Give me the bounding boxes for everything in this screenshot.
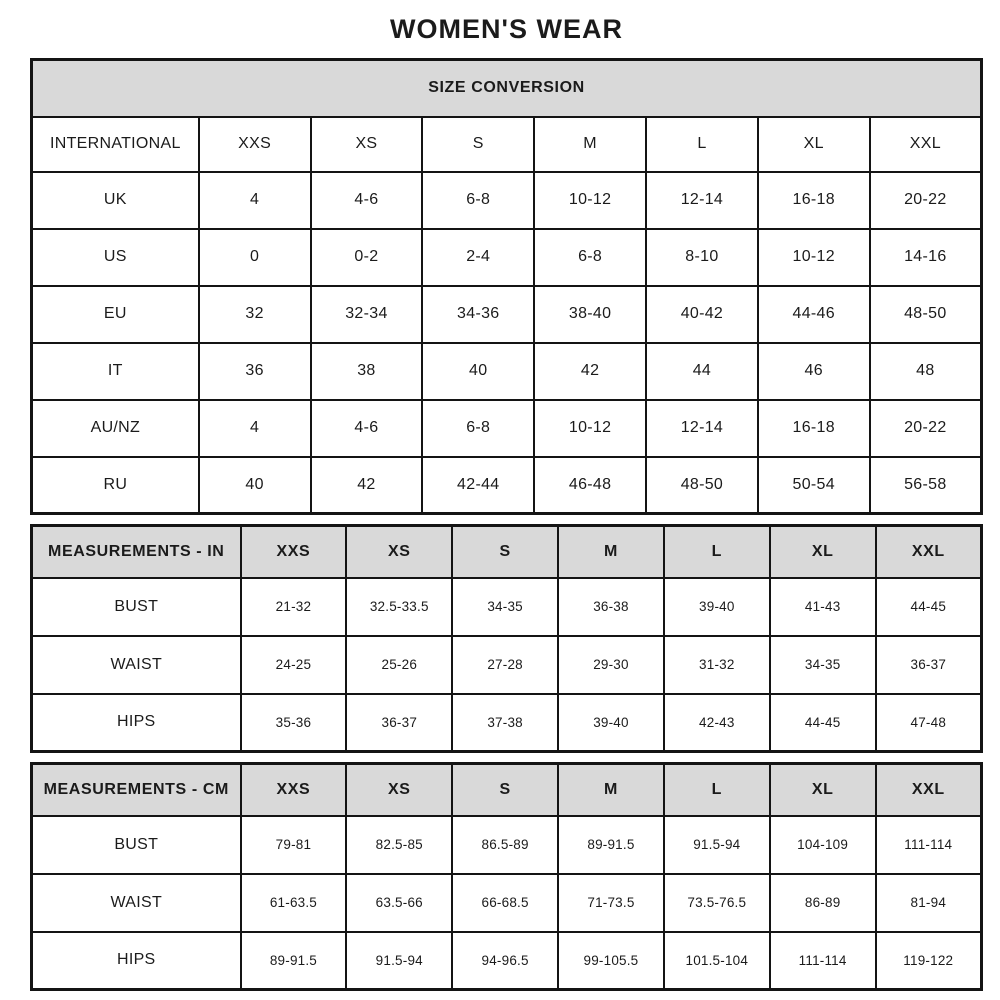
- cell-value: 82.5-85: [346, 816, 452, 874]
- cell-value: 119-122: [876, 932, 982, 990]
- cell-value: 48-50: [870, 286, 982, 343]
- cell-value: 71-73.5: [558, 874, 664, 932]
- cell-value: 44-45: [770, 694, 876, 752]
- cell-value: 47-48: [876, 694, 982, 752]
- cell-value: 4-6: [311, 400, 423, 457]
- table-header-row: [32, 117, 982, 172]
- cell-value: 6-8: [534, 229, 646, 286]
- cell-value: 10-12: [534, 400, 646, 457]
- size-header: XL: [770, 526, 876, 578]
- cell-value: 73.5-76.5: [664, 874, 770, 932]
- cell-value: 91.5-94: [664, 816, 770, 874]
- cell-value: 42-44: [422, 457, 534, 514]
- cell-value: 44-46: [758, 286, 870, 343]
- row-label: RU: [32, 457, 199, 514]
- cell-value: 34-36: [422, 286, 534, 343]
- cell-value: 4: [199, 172, 311, 229]
- cell-value: 111-114: [876, 816, 982, 874]
- international-header-label: INTERNATIONAL: [32, 117, 199, 172]
- cell-value: 38: [311, 343, 423, 400]
- cell-value: 25-26: [346, 636, 452, 694]
- cell-value: 0: [199, 229, 311, 286]
- table-row: [32, 343, 982, 400]
- table-header-row: [32, 526, 982, 578]
- cell-value: 4: [199, 400, 311, 457]
- cell-value: 16-18: [758, 400, 870, 457]
- cell-value: 32-34: [311, 286, 423, 343]
- cell-value: 36-37: [876, 636, 982, 694]
- table-row: [32, 457, 982, 514]
- cell-value: 6-8: [422, 172, 534, 229]
- measurements-cm-header-label: MEASUREMENTS - CM: [32, 764, 241, 816]
- cell-value: 40-42: [646, 286, 758, 343]
- size-header: XXS: [241, 526, 347, 578]
- size-header: XL: [758, 117, 870, 172]
- size-header: L: [664, 526, 770, 578]
- size-header: XXS: [199, 117, 311, 172]
- size-header: M: [558, 526, 664, 578]
- row-label: IT: [32, 343, 199, 400]
- cell-value: 91.5-94: [346, 932, 452, 990]
- cell-value: 40: [199, 457, 311, 514]
- measurements-in-header-label: MEASUREMENTS - IN: [32, 526, 241, 578]
- size-header: XXL: [870, 117, 982, 172]
- size-header: S: [422, 117, 534, 172]
- row-label: HIPS: [32, 694, 241, 752]
- size-header: XXL: [876, 764, 982, 816]
- cell-value: 35-36: [241, 694, 347, 752]
- cell-value: 56-58: [870, 457, 982, 514]
- size-header: S: [452, 764, 558, 816]
- cell-value: 48: [870, 343, 982, 400]
- cell-value: 104-109: [770, 816, 876, 874]
- size-header: M: [534, 117, 646, 172]
- cell-value: 40: [422, 343, 534, 400]
- cell-value: 42-43: [664, 694, 770, 752]
- cell-value: 42: [534, 343, 646, 400]
- measurements-in-table: [30, 524, 983, 753]
- table-banner-row: [32, 60, 982, 117]
- size-header: S: [452, 526, 558, 578]
- cell-value: 89-91.5: [558, 816, 664, 874]
- cell-value: 94-96.5: [452, 932, 558, 990]
- cell-value: 8-10: [646, 229, 758, 286]
- cell-value: 61-63.5: [241, 874, 347, 932]
- cell-value: 42: [311, 457, 423, 514]
- cell-value: 31-32: [664, 636, 770, 694]
- page-title: WOMEN'S WEAR: [390, 14, 623, 44]
- cell-value: 21-32: [241, 578, 347, 636]
- cell-value: 50-54: [758, 457, 870, 514]
- cell-value: 36: [199, 343, 311, 400]
- size-header: M: [558, 764, 664, 816]
- row-label: BUST: [32, 578, 241, 636]
- size-header: XS: [346, 764, 452, 816]
- cell-value: 12-14: [646, 172, 758, 229]
- cell-value: 37-38: [452, 694, 558, 752]
- cell-value: 10-12: [758, 229, 870, 286]
- row-label: EU: [32, 286, 199, 343]
- row-label: UK: [32, 172, 199, 229]
- row-label: WAIST: [32, 874, 241, 932]
- cell-value: 81-94: [876, 874, 982, 932]
- size-header: XS: [311, 117, 423, 172]
- cell-value: 46-48: [534, 457, 646, 514]
- cell-value: 101.5-104: [664, 932, 770, 990]
- row-label: WAIST: [32, 636, 241, 694]
- cell-value: 29-30: [558, 636, 664, 694]
- cell-value: 48-50: [646, 457, 758, 514]
- cell-value: 20-22: [870, 400, 982, 457]
- table-row: [32, 229, 982, 286]
- table-row: [32, 694, 982, 752]
- cell-value: 27-28: [452, 636, 558, 694]
- cell-value: 66-68.5: [452, 874, 558, 932]
- cell-value: 32: [199, 286, 311, 343]
- table-row: [32, 400, 982, 457]
- cell-value: 16-18: [758, 172, 870, 229]
- cell-value: 89-91.5: [241, 932, 347, 990]
- cell-value: 63.5-66: [346, 874, 452, 932]
- cell-value: 34-35: [770, 636, 876, 694]
- size-header: L: [664, 764, 770, 816]
- cell-value: 39-40: [664, 578, 770, 636]
- cell-value: 41-43: [770, 578, 876, 636]
- row-label: HIPS: [32, 932, 241, 990]
- cell-value: 4-6: [311, 172, 423, 229]
- cell-value: 46: [758, 343, 870, 400]
- cell-value: 12-14: [646, 400, 758, 457]
- size-header: XXL: [876, 526, 982, 578]
- measurements-cm-table: [30, 762, 983, 991]
- cell-value: 14-16: [870, 229, 982, 286]
- row-label: US: [32, 229, 199, 286]
- table-row: [32, 172, 982, 229]
- table-row: [32, 636, 982, 694]
- table-row: [32, 874, 982, 932]
- table-header-row: [32, 764, 982, 816]
- cell-value: 36-37: [346, 694, 452, 752]
- cell-value: 38-40: [534, 286, 646, 343]
- cell-value: 86.5-89: [452, 816, 558, 874]
- cell-value: 24-25: [241, 636, 347, 694]
- size-header: XS: [346, 526, 452, 578]
- table-row: [32, 286, 982, 343]
- table-row: [32, 578, 982, 636]
- cell-value: 6-8: [422, 400, 534, 457]
- cell-value: 86-89: [770, 874, 876, 932]
- cell-value: 0-2: [311, 229, 423, 286]
- cell-value: 2-4: [422, 229, 534, 286]
- cell-value: 44-45: [876, 578, 982, 636]
- cell-value: 36-38: [558, 578, 664, 636]
- cell-value: 10-12: [534, 172, 646, 229]
- size-header: XL: [770, 764, 876, 816]
- table-row: [32, 932, 982, 990]
- row-label: BUST: [32, 816, 241, 874]
- cell-value: 39-40: [558, 694, 664, 752]
- cell-value: 34-35: [452, 578, 558, 636]
- cell-value: 99-105.5: [558, 932, 664, 990]
- cell-value: 44: [646, 343, 758, 400]
- size-conversion-table: [30, 58, 983, 515]
- row-label: AU/NZ: [32, 400, 199, 457]
- cell-value: 20-22: [870, 172, 982, 229]
- size-header: XXS: [241, 764, 347, 816]
- table-row: [32, 816, 982, 874]
- size-header: L: [646, 117, 758, 172]
- cell-value: 111-114: [770, 932, 876, 990]
- cell-value: 79-81: [241, 816, 347, 874]
- size-conversion-banner: SIZE CONVERSION: [32, 60, 982, 117]
- cell-value: 32.5-33.5: [346, 578, 452, 636]
